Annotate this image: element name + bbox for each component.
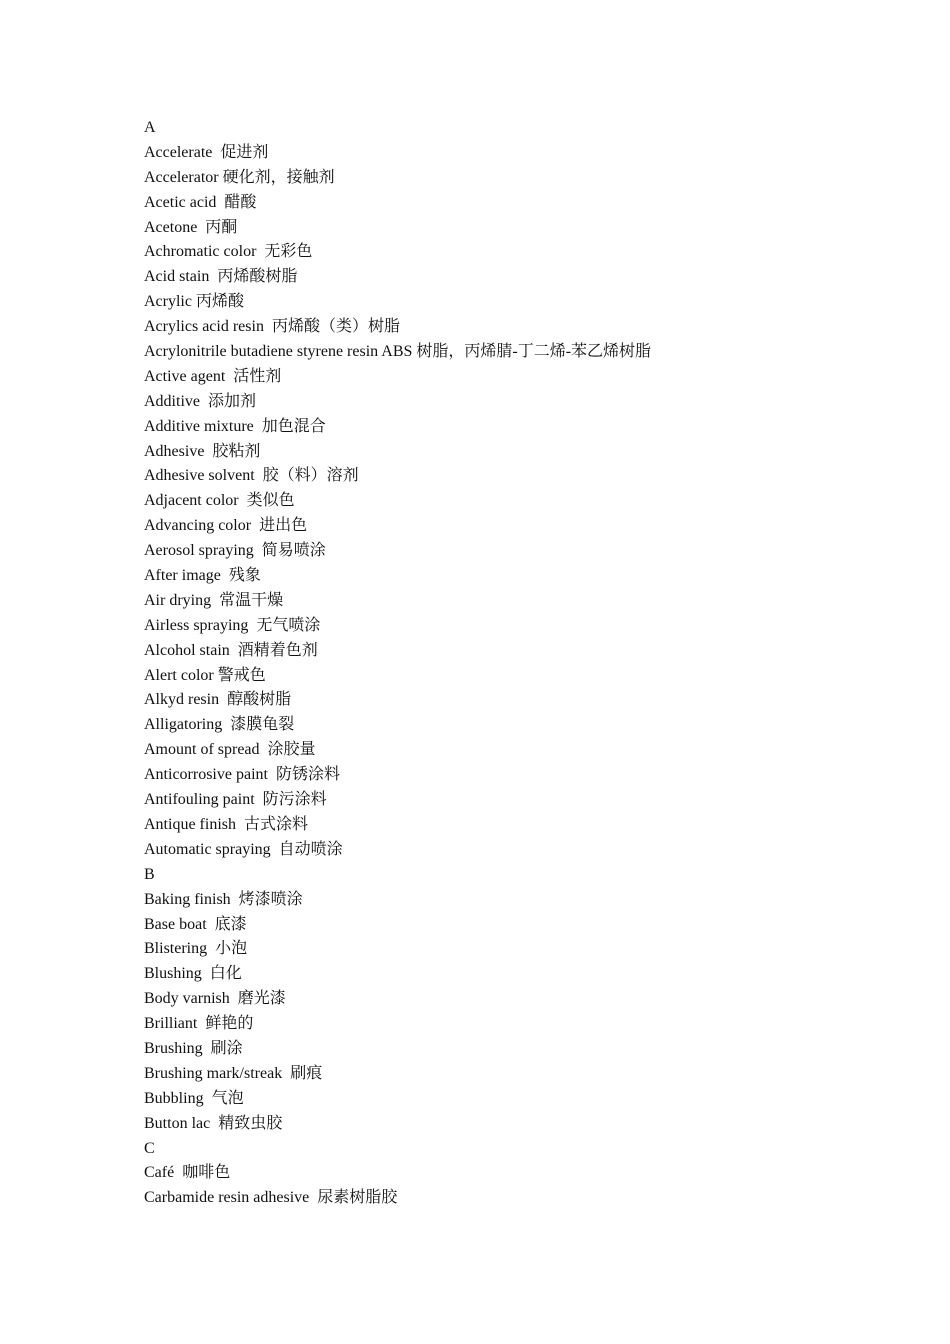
glossary-entry: Acrylic 丙烯酸 — [144, 293, 244, 311]
glossary-entry: Aerosol spraying 简易喷涂 — [144, 542, 326, 560]
glossary-entry: Brilliant 鲜艳的 — [144, 1015, 254, 1033]
glossary-entry: Body varnish 磨光漆 — [144, 990, 286, 1008]
glossary-entry: Accelerator 硬化剂，接触剂 — [144, 168, 335, 186]
glossary-entry: Blistering 小泡 — [144, 940, 248, 958]
glossary-entry: Acetone 丙酮 — [144, 218, 238, 236]
glossary-entry: Brushing mark/streak 刷痕 — [144, 1064, 323, 1082]
glossary-entry: Additive 添加剂 — [144, 392, 256, 410]
glossary-entry: Antique finish 古式涂料 — [144, 815, 308, 833]
glossary-entry: Additive mixture 加色混合 — [144, 417, 326, 435]
glossary-entry: Automatic spraying 自动喷涂 — [144, 840, 343, 858]
glossary-entry: Antifouling paint 防污涂料 — [144, 791, 327, 809]
glossary-entry: Carbamide resin adhesive 尿素树脂胶 — [144, 1189, 398, 1207]
glossary-entry: Baking finish 烤漆喷涂 — [144, 890, 303, 908]
glossary-entry: Active agent 活性剂 — [144, 367, 282, 385]
glossary-entry: Acrylics acid resin 丙烯酸（类）树脂 — [144, 318, 400, 336]
section-letter: C — [144, 1139, 155, 1157]
glossary-entry: Anticorrosive paint 防锈涂料 — [144, 766, 340, 784]
glossary-entry: Café 咖啡色 — [144, 1164, 231, 1182]
glossary-entry: Alert color 警戒色 — [144, 666, 266, 684]
glossary-entry: Acrylonitrile butadiene styrene resin ABS 树脂，丙烯腈-丁二烯-苯乙烯树脂 — [144, 343, 652, 361]
glossary-entry: Adjacent color 类似色 — [144, 492, 295, 510]
glossary-entry: Base boat 底漆 — [144, 915, 247, 933]
glossary-entry: Achromatic color 无彩色 — [144, 243, 313, 261]
glossary-entry: Button lac 精致虫胶 — [144, 1114, 283, 1132]
glossary-entry: Adhesive 胶粘剂 — [144, 442, 261, 460]
glossary-entry: Adhesive solvent 胶（料）溶剂 — [144, 467, 359, 485]
glossary-list — [144, 116, 651, 1211]
glossary-entry: Accelerate 促进剂 — [144, 143, 269, 161]
section-letter: A — [144, 119, 156, 136]
glossary-entry: Brushing 刷涂 — [144, 1039, 243, 1057]
glossary-entry: Bubbling 气泡 — [144, 1089, 244, 1107]
glossary-entry: Alcohol stain 酒精着色剂 — [144, 641, 318, 659]
glossary-entry: Alligatoring 漆膜龟裂 — [144, 716, 295, 734]
glossary-entry: Air drying 常温干燥 — [144, 591, 284, 609]
section-letter: B — [144, 865, 155, 883]
glossary-entry: Amount of spread 涂胶量 — [144, 741, 316, 759]
glossary-entry: Airless spraying 无气喷涂 — [144, 616, 321, 634]
glossary-entry: Blushing 白化 — [144, 965, 242, 983]
glossary-entry: Acid stain 丙烯酸树脂 — [144, 268, 298, 286]
glossary-entry: Alkyd resin 醇酸树脂 — [144, 691, 292, 709]
glossary-entry: Advancing color 进出色 — [144, 517, 308, 535]
glossary-entry: Acetic acid 醋酸 — [144, 193, 257, 211]
glossary-entry: After image 残象 — [144, 567, 261, 585]
